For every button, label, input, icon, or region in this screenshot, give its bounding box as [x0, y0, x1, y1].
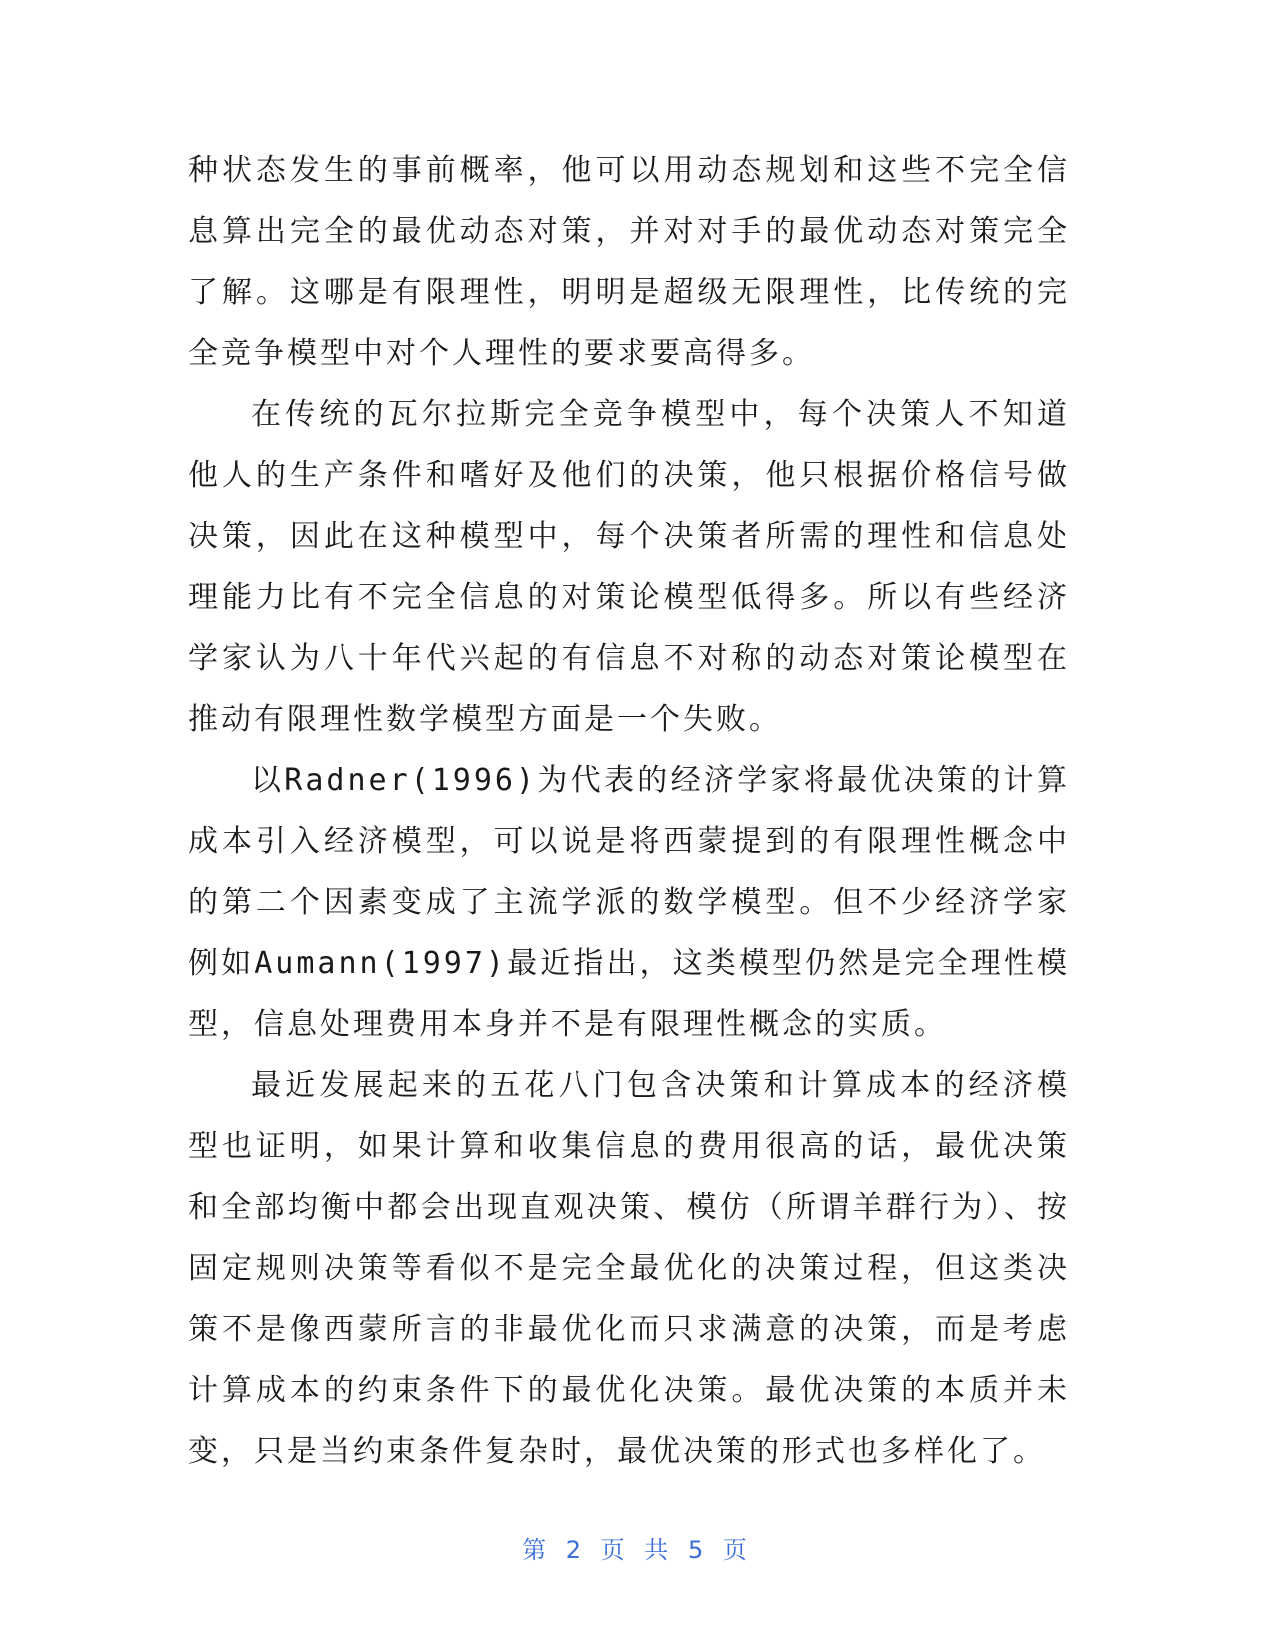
page-number-label: 第 2 页 共 5 页: [522, 1536, 753, 1564]
document-body: [188, 140, 1070, 1482]
paragraph-walras-model: 在传统的瓦尔拉斯完全竞争模型中，每个决策人不知道他人的生产条件和嗜好及他们的决策，他只根据价格信号做决策，因此在这种模型中，每个决策者所需的理性和信息处理能力比有不完全信息的对策论模型低得多。所以有些经济学家认为八十年代兴起的有信息不对称的动态对策论模型在推动有限理性数学模型方面是一个失败。: [188, 397, 1070, 737]
page-number-footer: [0, 1530, 1275, 1565]
paragraph-continuation: 种状态发生的事前概率，他可以用动态规划和这些不完全信息算出完全的最优动态对策，并对对手的最优动态对策完全了解。这哪是有限理性，明明是超级无限理性，比传统的完全竞争模型中对个人理性的要求要高得多。: [188, 153, 1070, 371]
paragraph-radner-model: 以Radner(1996)为代表的经济学家将最优决策的计算成本引入经济模型，可以说是将西蒙提到的有限理性概念中的第二个因素变成了主流学派的数学模型。但不少经济学家例如Aumann(1997)最近指出，这类模型仍然是完全理性模型，信息处理费用本身并不是有限理性概念的实质。: [188, 763, 1070, 1042]
paragraph-recent-models: 最近发展起来的五花八门包含决策和计算成本的经济模型也证明，如果计算和收集信息的费用很高的话，最优决策和全部均衡中都会出现直观决策、模仿（所谓羊群行为）、按固定规则决策等看似不是完全最优化的决策过程，但这类决策不是像西蒙所言的非最优化而只求满意的决策，而是考虑计算成本的约束条件下的最优化决策。最优决策的本质并未变，只是当约束条件复杂时，最优决策的形式也多样化了。: [188, 1068, 1070, 1469]
